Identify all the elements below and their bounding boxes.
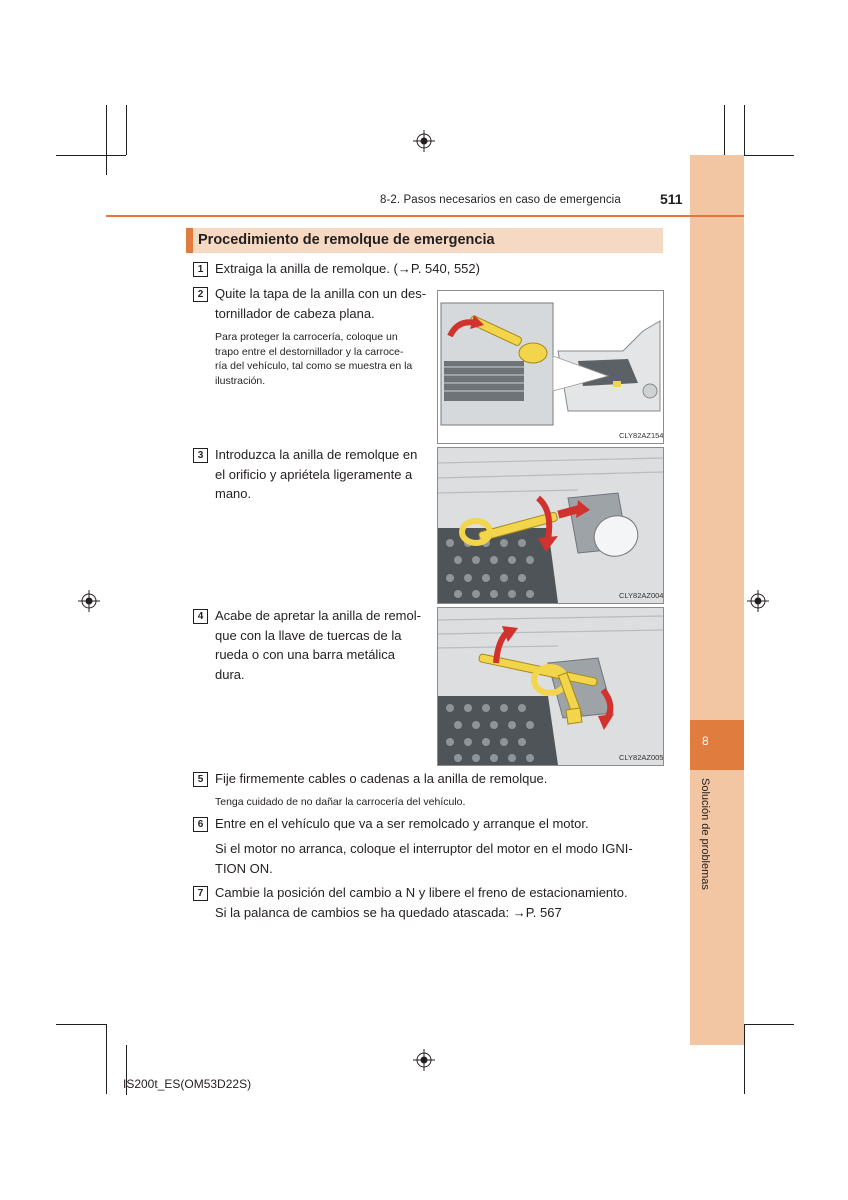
note-line: trapo entre el destornillador y la carroce- — [215, 345, 404, 358]
step-line: el orificio y apriétela ligeramente a — [215, 466, 413, 482]
step-note — [215, 795, 655, 810]
crop-mark — [744, 1024, 794, 1025]
registration-mark-icon — [78, 590, 100, 612]
step-text — [215, 883, 685, 922]
step-text — [215, 606, 430, 684]
step-extra — [215, 839, 685, 878]
crop-mark — [106, 105, 107, 175]
figure-insert-ring — [437, 447, 664, 604]
figure-tighten-ring-illustration — [438, 608, 663, 765]
step-number: 1 — [193, 262, 208, 277]
crop-mark — [106, 1024, 107, 1094]
step-text — [215, 814, 685, 834]
step-line: tornillador de cabeza plana. — [215, 305, 375, 321]
step-line: TION ON. — [215, 860, 273, 876]
crop-mark — [126, 105, 127, 155]
figure-tighten-ring — [437, 607, 664, 766]
step-line: que con la llave de tuercas de la — [215, 627, 402, 643]
step-number: 4 — [193, 609, 208, 624]
step-note — [215, 330, 430, 388]
figure-remove-cover-illustration — [438, 291, 663, 443]
figure-code: CLY82AZ005 — [619, 753, 664, 762]
step-number: 2 — [193, 287, 208, 302]
step-line: Fije firmemente cables o cadenas a la anilla de remolque. — [215, 771, 548, 786]
note-line: Para proteger la carrocería, coloque un — [215, 331, 398, 343]
step-line: Introduzca la anilla de remolque en — [215, 447, 418, 462]
section-title: Procedimiento de remolque de emergencia — [198, 232, 495, 248]
step-line: Extraiga la anilla de remolque. (→P. 540, 552) — [215, 261, 480, 276]
step-number: 6 — [193, 817, 208, 832]
step-line: Si el motor no arranca, coloque el interruptor del motor en el modo IGNI- — [215, 841, 633, 856]
step-text — [215, 259, 655, 279]
registration-mark-icon — [413, 130, 435, 152]
step-line: Entre en el vehículo que va a ser remolcado y arranque el motor. — [215, 816, 589, 831]
step-text — [215, 769, 685, 789]
section-heading-bar — [186, 228, 193, 253]
section-heading — [186, 228, 663, 253]
figure-insert-ring-illustration — [438, 448, 663, 603]
step-line: mano. — [215, 486, 252, 501]
crop-mark — [56, 1024, 106, 1025]
chapter-label: Solución de problemas — [699, 778, 711, 890]
step-text — [215, 284, 430, 323]
figure-remove-cover — [437, 290, 664, 444]
note-line: Tenga cuidado de no dañar la carrocería del vehículo. — [215, 796, 466, 808]
crop-mark — [744, 105, 745, 155]
step-number: 5 — [193, 772, 208, 787]
registration-mark-icon — [413, 1049, 435, 1071]
note-line: ilustración. — [215, 374, 266, 387]
step-number: 3 — [193, 448, 208, 463]
step-line: Cambie la posición del cambio a N y libere el freno de estacionamiento. — [215, 885, 628, 900]
registration-mark-icon — [747, 590, 769, 612]
crop-mark — [744, 1024, 745, 1094]
page-number: 511 — [660, 191, 683, 207]
document-code: IS200t_ES(OM53D22S) — [123, 1077, 252, 1091]
chapter-number: 8 — [702, 734, 709, 748]
crop-mark — [744, 155, 794, 156]
header-rule — [106, 215, 744, 217]
step-line: Acabe de apretar la anilla de remol- — [215, 608, 421, 623]
note-line: ría del vehículo, tal como se muestra en la — [215, 360, 413, 372]
crop-mark — [56, 155, 126, 156]
step-line: Quite la tapa de la anilla con un des- — [215, 286, 427, 301]
step-line: dura. — [215, 666, 245, 682]
running-header: 8-2. Pasos necesarios en caso de emergencia — [380, 194, 621, 206]
step-line: rueda o con una barra metálica — [215, 647, 395, 662]
chapter-number-tab — [690, 720, 744, 770]
step-number: 7 — [193, 886, 208, 901]
figure-code: CLY82AZ154 — [619, 431, 664, 440]
chapter-side-tab — [690, 155, 744, 1045]
step-text — [215, 445, 430, 504]
step-line: Si la palanca de cambios se ha quedado atascada: →P. 567 — [215, 904, 562, 920]
figure-code: CLY82AZ004 — [619, 591, 664, 600]
